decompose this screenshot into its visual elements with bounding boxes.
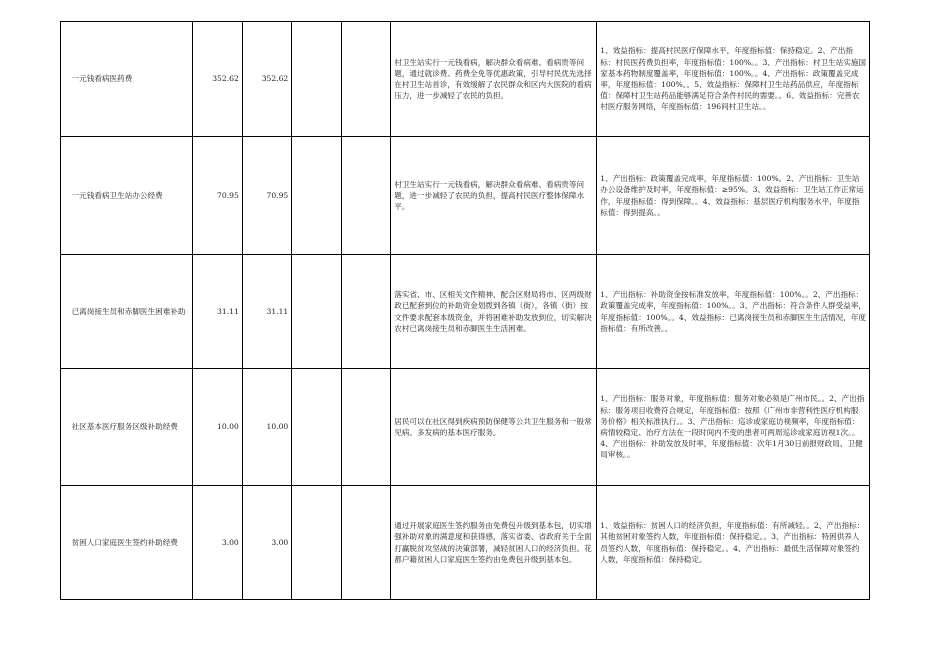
performance-indicators: 1、效益指标：贫困人口的经济负担，年度指标值：有所减轻。。2、产出指标：其他贫困对象签约人数，年度指标值：保持稳定。。3、产出指标：特困供养人员签约人数，年度指标值：保持稳定。。4、产出指标：最低生活保障对象签约人数，年度指标值：保持稳定。 bbox=[597, 486, 870, 600]
project-name: 已离岗接生员和赤脚医生困难补助 bbox=[61, 255, 193, 369]
empty-cell bbox=[292, 22, 341, 137]
amount-cell: 3.00 bbox=[193, 486, 242, 600]
project-description: 村卫生站实行一元钱看病，解决群众看病难、看病贵等问题，通过就诊费、药费全免等优惠政策，引导村民优先选择在村卫生站首诊，有效缓解了农民群众和区内大医院的看病压力，进一步减轻了农民的负担。 bbox=[391, 22, 597, 137]
empty-cell bbox=[341, 22, 390, 137]
empty-cell bbox=[341, 137, 390, 255]
empty-cell bbox=[341, 486, 390, 600]
project-name: 一元钱看病医药费 bbox=[61, 22, 193, 137]
amount-cell: 31.11 bbox=[242, 255, 291, 369]
project-description: 居民可以在社区得到疾病预防保健等公共卫生服务和一般常见病、多发病的基本医疗服务。 bbox=[391, 369, 597, 486]
amount-cell: 3.00 bbox=[242, 486, 291, 600]
project-description: 落实省、市、区相关文件精神，配合区财局将市、区两级财政已配套到位的补助资金划拨到各镇（街），各镇（街）按文件要求配套本级资金，并将困难补助发放到位，切实解决农村已离岗接生员和赤脚医生生活困难。 bbox=[391, 255, 597, 369]
project-description: 通过开展家庭医生签约服务由免费包升级到基本包，切实增强补助对象的满意度和获得感，落实省委、省政府关于全面打赢脱贫攻坚战的决策部署，减轻贫困人口的经济负担。花都户籍贫困人口家庭医生签约由免费包升级到基本包。 bbox=[391, 486, 597, 600]
budget-table bbox=[60, 21, 870, 600]
project-name: 社区基本医疗服务区级补助经费 bbox=[61, 369, 193, 486]
table-row bbox=[61, 486, 870, 600]
empty-cell bbox=[341, 255, 390, 369]
amount-cell: 70.95 bbox=[242, 137, 291, 255]
project-description: 村卫生站实行一元钱看病，解决群众看病难、看病贵等问题，进一步减轻了农民的负担，提高村民医疗整体保障水平。 bbox=[391, 137, 597, 255]
empty-cell bbox=[341, 369, 390, 486]
amount-cell: 31.11 bbox=[193, 255, 242, 369]
project-name: 贫困人口家庭医生签约补助经费 bbox=[61, 486, 193, 600]
empty-cell bbox=[292, 369, 341, 486]
amount-cell: 352.62 bbox=[242, 22, 291, 137]
empty-cell bbox=[292, 255, 341, 369]
performance-indicators: 1、产出指标：补助资金按标准发放率，年度指标值：100%。。2、产出指标：政策覆盖完成率，年度指标值：100%。。3、产出指标：符合条件人群受益率，年度指标值：100%。。4、效益指标：已离岗接生员和赤脚医生生活情况，年度指标值：有所改善。。 bbox=[597, 255, 870, 369]
table-row bbox=[61, 137, 870, 255]
table-row bbox=[61, 22, 870, 137]
empty-cell bbox=[292, 486, 341, 600]
empty-cell bbox=[292, 137, 341, 255]
amount-cell: 10.00 bbox=[193, 369, 242, 486]
amount-cell: 10.00 bbox=[242, 369, 291, 486]
performance-indicators: 1、产出指标：服务对象，年度指标值：服务对象必须是广州市民。。2、产出指标：服务项目收费符合规定，年度指标值：按照《广州市非营利性医疗机构服务价格》相关标准执行。。3、产出指标：巡诊或家庭访视频率，年度指标值：病情较稳定、治疗方法在一段时间内不变的患者可两周巡诊或家庭访视1次。。4、产出指标：补助发放及时率，年度指标值：次年1月30日前报财政局、卫健局审核。。 bbox=[597, 369, 870, 486]
project-name: 一元钱看病卫生站办公经费 bbox=[61, 137, 193, 255]
table-row bbox=[61, 369, 870, 486]
amount-cell: 70.95 bbox=[193, 137, 242, 255]
amount-cell: 352.62 bbox=[193, 22, 242, 137]
performance-indicators: 1、效益指标：提高村民医疗保障水平，年度指标值：保持稳定。2、产出指标：村民医药费负担率，年度指标值：100%。。3、产出指标：村卫生站实施国家基本药物制度覆盖率，年度指标值：100%。。4、产出指标：政策覆盖完成率，年度指标值：100%。。5、效益指标：保障村卫生站药品供应，年度指标值：保障村卫生站药品能够满足符合条件村民的需要。。6、效益指标：完善农村医疗服务网络，年度指标值：196间村卫生站。。 bbox=[597, 22, 870, 137]
table-row bbox=[61, 255, 870, 369]
performance-indicators: 1、产出指标：政策覆盖完成率，年度指标值：100%。2、产出指标：卫生站办公设备维护及时率，年度指标值：≥95%。3、效益指标：卫生站工作正常运作，年度指标值：得到保障。。4、效益指标：基层医疗机构服务水平，年度指标值：得到提高。。 bbox=[597, 137, 870, 255]
